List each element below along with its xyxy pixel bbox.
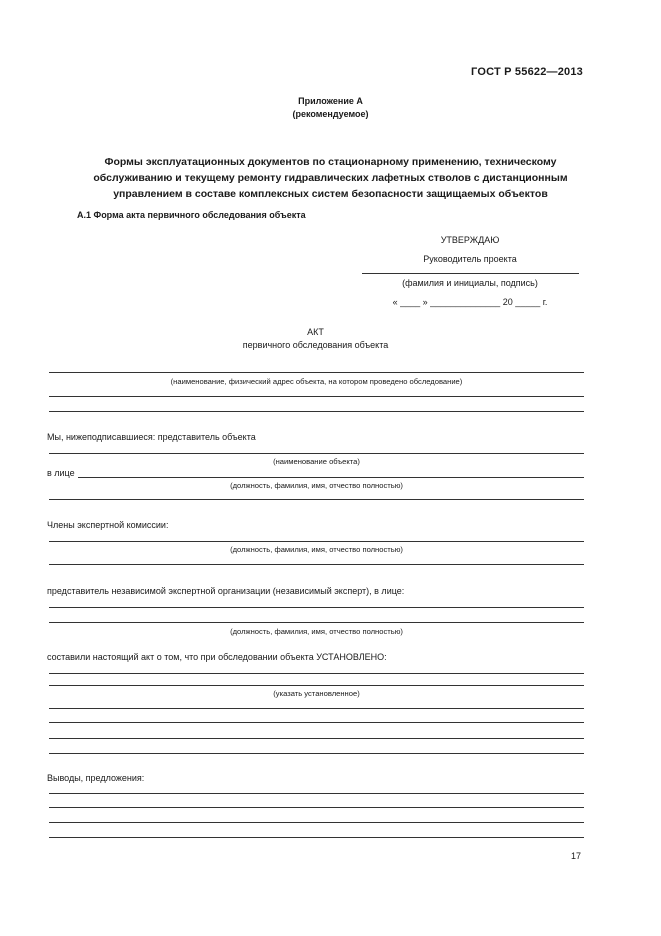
object-address-caption: (наименование, физический адрес объекта, на котором проведено обследование)	[170, 377, 463, 386]
appendix-status: (рекомендуемое)	[292, 109, 369, 119]
main-title-line-1: Формы эксплуатационных документов по стационарному применению, техническому	[104, 156, 557, 168]
page-number: 17	[570, 851, 581, 861]
object-address-line-3[interactable]	[49, 411, 584, 412]
commission-label: Члены экспертной комиссии:	[47, 520, 169, 530]
independent-expert-line[interactable]	[49, 607, 584, 608]
conclusions-label: Выводы, предложения:	[47, 773, 145, 783]
established-line-2[interactable]	[49, 685, 584, 686]
commission-line[interactable]	[49, 541, 584, 542]
we-undersigned-label: Мы, нижеподписавшиеся: представитель объекта	[47, 432, 256, 442]
main-title	[0, 154, 661, 202]
object-address-line-2[interactable]	[49, 396, 584, 397]
compiled-label: составили настоящий акт о том, что при обследовании объекта УСТАНОВЛЕНО:	[47, 652, 387, 662]
section-heading: А.1 Форма акта первичного обследования объекта	[77, 210, 306, 220]
main-title-line-2: обслуживанию и текущему ремонту гидравлических лафетных стволов с дистанционным	[93, 172, 568, 184]
object-address-line[interactable]	[49, 372, 584, 373]
conclusions-line-3[interactable]	[49, 822, 584, 823]
commission-line-2[interactable]	[49, 564, 584, 565]
conclusions-line-4[interactable]	[49, 837, 584, 838]
appendix-title: Приложение А	[298, 96, 363, 106]
established-line[interactable]	[49, 673, 584, 674]
established-line-6[interactable]	[49, 753, 584, 754]
in-person-line-2[interactable]	[49, 499, 584, 500]
established-line-3[interactable]	[49, 708, 584, 709]
conclusions-line[interactable]	[49, 793, 584, 794]
act-subtitle: первичного обследования объекта	[242, 340, 389, 350]
approver-role: Руководитель проекта	[423, 254, 517, 264]
signature-line[interactable]	[362, 273, 579, 274]
object-name-caption: (наименование объекта)	[273, 457, 360, 466]
approval-date-line[interactable]: « ____ » ______________ 20 _____ г.	[392, 297, 548, 307]
established-caption: (указать установленное)	[273, 689, 360, 698]
in-person-caption: (должность, фамилия, имя, отчество полностью)	[230, 481, 403, 490]
act-title: АКТ	[307, 327, 324, 337]
independent-expert-caption: (должность, фамилия, имя, отчество полностью)	[230, 627, 403, 636]
established-line-5[interactable]	[49, 738, 584, 739]
standard-id: ГОСТ Р 55622—2013	[471, 66, 583, 78]
signature-caption: (фамилия и инициалы, подпись)	[402, 278, 538, 288]
object-name-line[interactable]	[49, 453, 584, 454]
main-title-line-3: управлением в составе комплексных систем безопасности защищаемых объектов	[113, 188, 548, 200]
in-person-label: в лице	[47, 468, 75, 478]
approve-label: УТВЕРЖДАЮ	[440, 235, 500, 245]
in-person-line[interactable]	[78, 477, 584, 478]
established-line-4[interactable]	[49, 722, 584, 723]
conclusions-line-2[interactable]	[49, 807, 584, 808]
commission-caption: (должность, фамилия, имя, отчество полностью)	[230, 545, 403, 554]
independent-expert-label: представитель независимой экспертной организации (независимый эксперт), в лице:	[47, 586, 405, 596]
independent-expert-line-2[interactable]	[49, 622, 584, 623]
